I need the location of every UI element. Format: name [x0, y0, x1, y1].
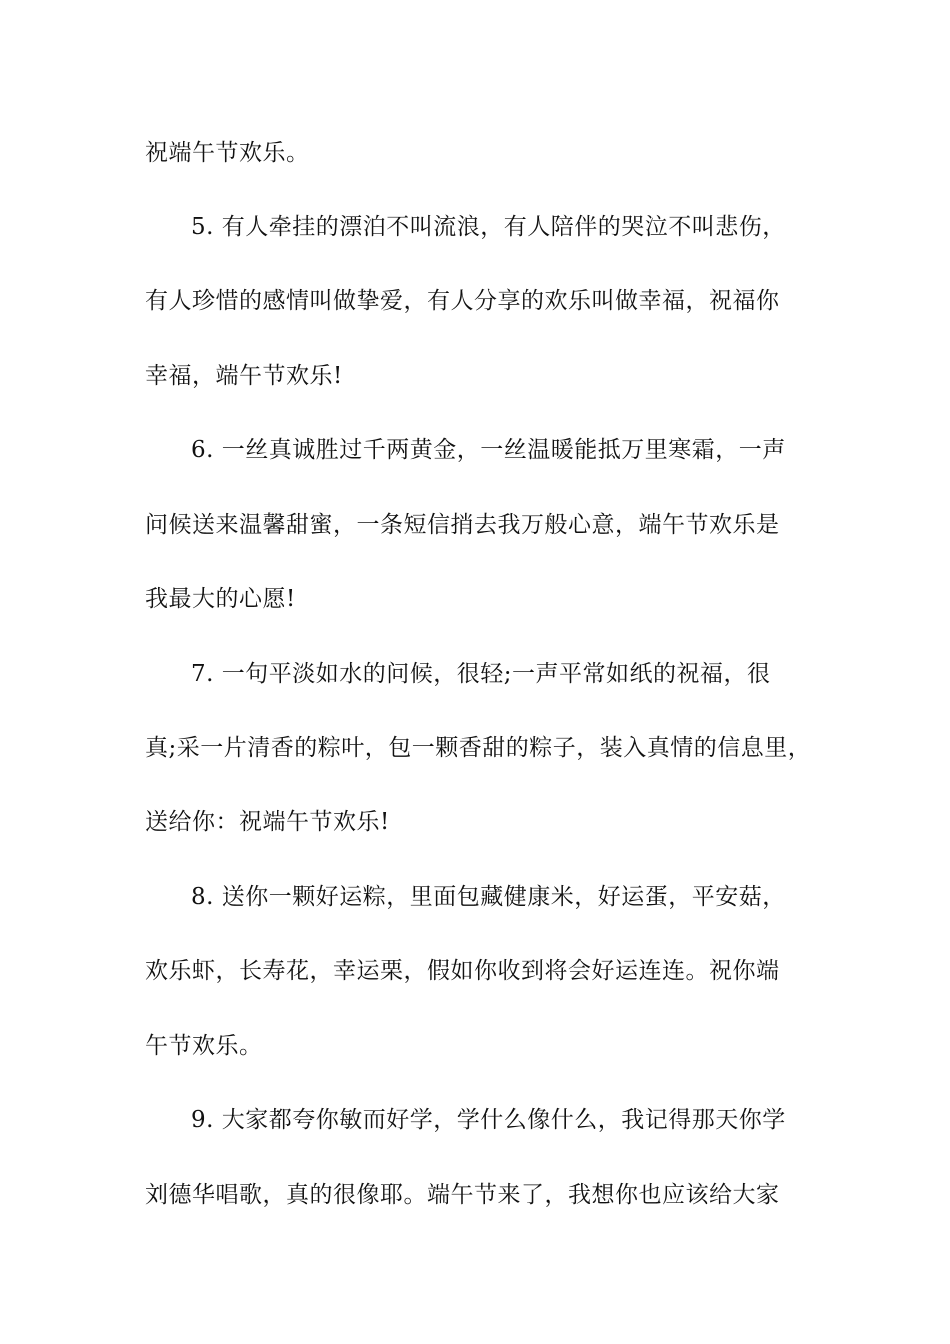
list-item-9-line: 9. 大家都夸你敏而好学，学什么像什么，我记得那天你学	[191, 1107, 786, 1133]
list-item-8-line: 8. 送你一颗好运粽，里面包藏健康米，好运蛋，平安菇，	[191, 884, 786, 910]
text-line: 真;采一片清香的粽叶，包一颗香甜的粽子，装入真情的信息里，	[145, 735, 812, 761]
list-item-7-line: 7. 一句平淡如水的问候，很轻;一声平常如纸的祝福，很	[191, 661, 771, 687]
text-line: 幸福，端午节欢乐!	[145, 363, 343, 389]
text-line: 欢乐虾，长寿花，幸运栗，假如你收到将会好运连连。祝你端	[145, 958, 780, 984]
text-line: 送给你：祝端午节欢乐!	[145, 809, 390, 835]
text-line: 午节欢乐。	[145, 1033, 263, 1059]
text-line: 刘德华唱歌，真的很像耶。端午节来了，我想你也应该给大家	[145, 1182, 780, 1208]
text-line: 祝端午节欢乐。	[145, 140, 310, 166]
text-line: 我最大的心愿!	[145, 586, 296, 612]
text-line: 有人珍惜的感情叫做挚爱，有人分享的欢乐叫做幸福，祝福你	[145, 288, 780, 314]
list-item-6-line: 6. 一丝真诚胜过千两黄金，一丝温暖能抵万里寒霜，一声	[191, 437, 786, 463]
text-line: 问候送来温馨甜蜜，一条短信捎去我万般心意，端午节欢乐是	[145, 512, 780, 538]
list-item-5-line: 5. 有人牵挂的漂泊不叫流浪，有人陪伴的哭泣不叫悲伤，	[191, 214, 786, 240]
